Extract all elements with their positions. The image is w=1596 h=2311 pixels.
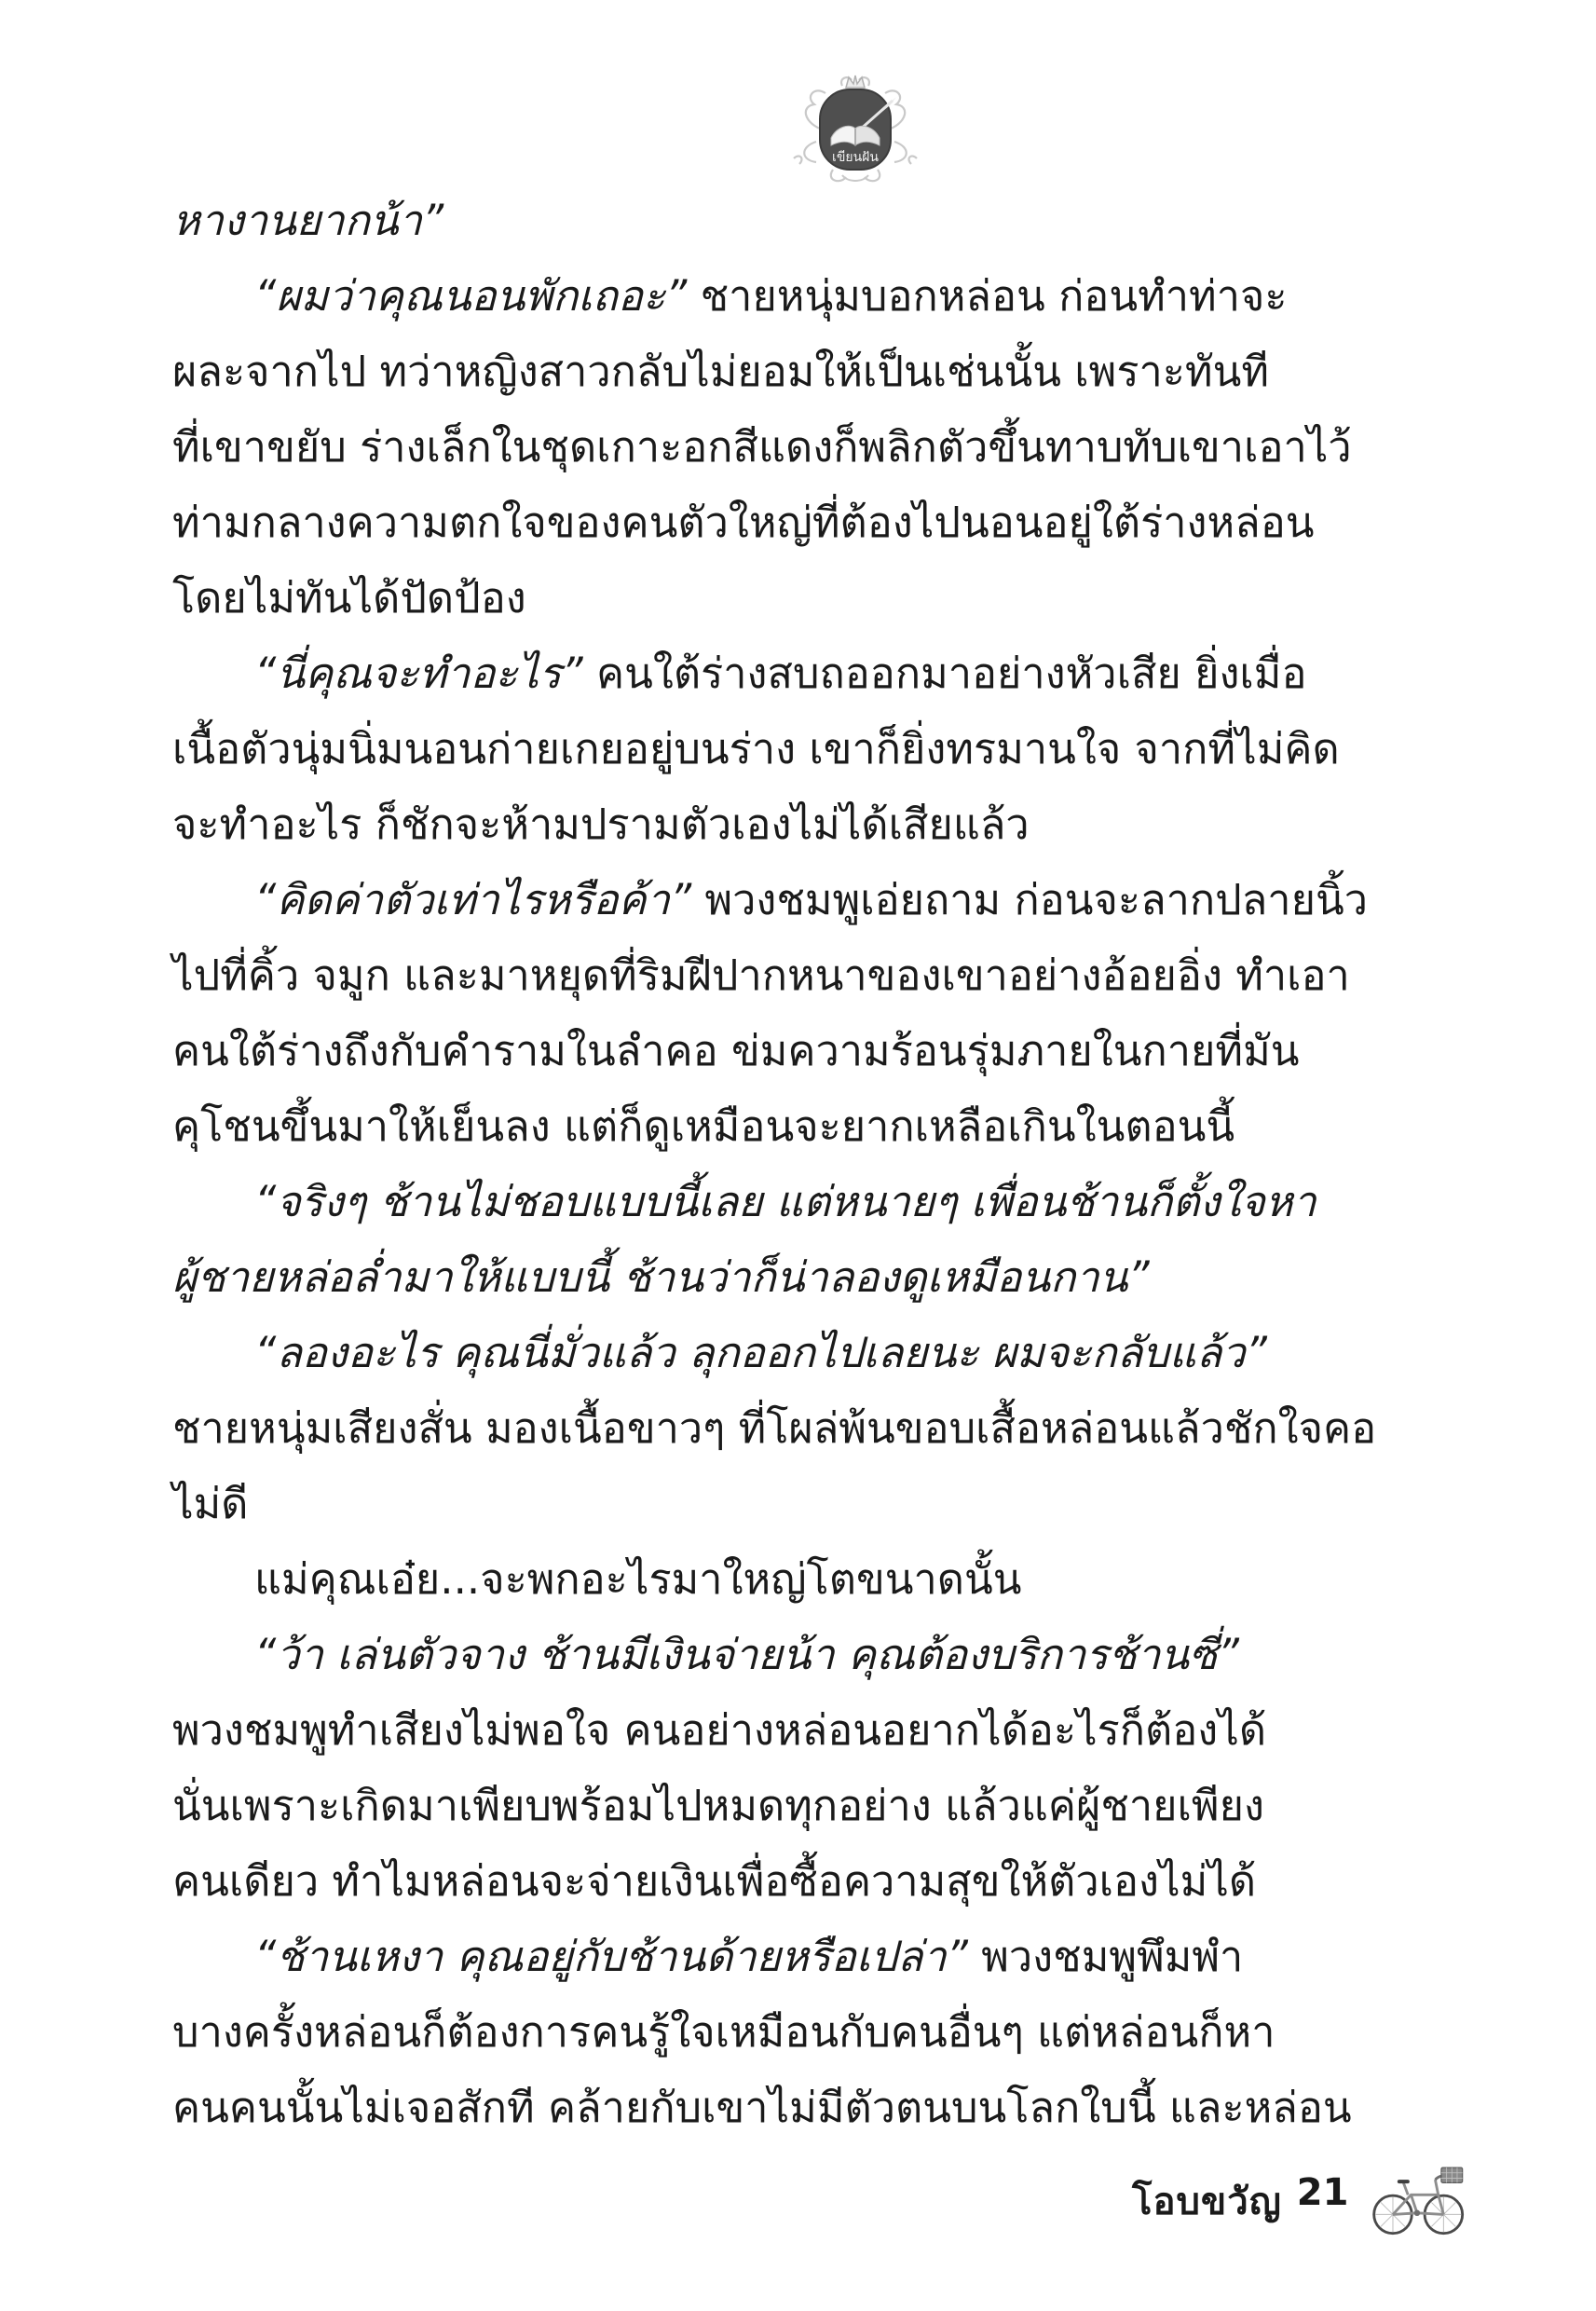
narrative-run: แม่คุณเอ๋ย...จะพกอะไรมาใหญ่โตขนาดนั้น — [254, 1554, 1022, 1604]
text-line — [172, 409, 1460, 485]
text-line — [172, 183, 1460, 258]
bicycle-icon — [1369, 2154, 1467, 2246]
logo-text: เขียนฝัน — [832, 150, 879, 165]
text-line — [172, 1541, 1460, 1617]
text-line — [172, 1692, 1460, 1768]
narrative-run: พวงชมพูพึมพำ — [967, 1932, 1244, 1981]
logo-crown-icon — [846, 75, 865, 88]
narrative-run: นั่นเพราะเกิดมาเพียบพร้อมไปหมดทุกอย่าง แล้วแค่ผู้ชายเพียง — [172, 1781, 1264, 1830]
dialogue-run: ผู้ชายหล่อล่ำมาให้แบบนี้ ช้านว่าก็น่าลองดูเหมือนกาน” — [172, 1252, 1150, 1302]
text-line — [172, 1088, 1460, 1164]
text-line — [172, 1768, 1460, 1843]
footer-book-title: โอบขวัญ — [1132, 2181, 1282, 2223]
narrative-run: คนเดียว ทำไมหล่อนจะจ่ายเงินเพื่อซื้อความสุขให้ตัวเองไม่ได้ — [172, 1856, 1257, 1906]
dialogue-run: “คิดค่าตัวเท่าไรหรือค้า” — [254, 875, 692, 924]
text-line — [172, 1617, 1460, 1692]
narrative-run: โดยไม่ทันได้ปัดป้อง — [172, 573, 526, 622]
narrative-run: คนใต้ร่างถึงกับคำรามในลำคอ ข่มความร้อนรุ่มภายในกายที่มัน — [172, 1026, 1300, 1075]
dialogue-run: “ผมว่าคุณนอนพักเถอะ” — [254, 271, 688, 321]
text-line — [172, 1466, 1460, 1541]
text-line — [172, 258, 1460, 334]
text-line — [172, 1994, 1460, 2070]
text-line — [172, 560, 1460, 636]
narrative-run: ผละจากไป ทว่าหญิงสาวกลับไม่ยอมให้เป็นเช่นนั้น เพราะทันที — [172, 347, 1270, 396]
dialogue-run: “ช้านเหงา คุณอยู่กับช้านด้ายหรือเปล่า” — [254, 1932, 968, 1981]
dialogue-run: “ลองอะไร คุณนี่มั่วแล้ว ลุกออกไปเลยนะ ผมจะกลับแล้ว” — [254, 1328, 1267, 1377]
text-line — [172, 937, 1460, 1013]
text-line — [172, 1919, 1460, 1994]
text-line — [172, 711, 1460, 786]
publisher-logo — [788, 73, 922, 186]
text-line — [172, 1239, 1460, 1315]
narrative-run: คนคนนั้นไม่เจอสักที คล้ายกับเขาไม่มีตัวตนบนโลกใบนี้ และหล่อน — [172, 2083, 1352, 2132]
text-line — [172, 2070, 1460, 2145]
text-line — [172, 1390, 1460, 1466]
dialogue-run: “ว้า เล่นตัวจาง ช้านมีเงินจ่ายน้า คุณต้องบริการช้านซี่” — [254, 1630, 1239, 1679]
narrative-run: บางครั้งหล่อนก็ต้องการคนรู้ใจเหมือนกับคนอื่นๆ แต่หล่อนก็หา — [172, 2007, 1275, 2057]
text-line — [172, 1013, 1460, 1088]
footer-page-number: 21 — [1296, 2171, 1349, 2214]
dialogue-run: “นี่คุณจะทำอะไร” — [254, 649, 583, 698]
text-line — [172, 1843, 1460, 1919]
narrative-run: คุโชนขึ้นมาให้เย็นลง แต่ก็ดูเหมือนจะยากเหลือเกินในตอนนี้ — [172, 1101, 1235, 1151]
logo-flourish-bottom — [842, 175, 868, 181]
narrative-run: ชายหนุ่มเสียงสั่น มองเนื้อขาวๆ ที่โผล่พ้นขอบเสื้อหล่อนแล้วชักใจคอ — [172, 1403, 1377, 1453]
text-line — [172, 1164, 1460, 1239]
text-line — [172, 1315, 1460, 1390]
text-line — [172, 485, 1460, 560]
dialogue-run: หางานยากน้า” — [172, 196, 444, 245]
narrative-run: ไปที่คิ้ว จมูก และมาหยุดที่ริมฝีปากหนาของเขาอย่างอ้อยอิ่ง ทำเอา — [172, 950, 1350, 1000]
narrative-run: ไม่ดี — [172, 1479, 249, 1528]
dialogue-run: “จริงๆ ช้านไม่ชอบแบบนี้เลย แต่หนายๆ เพื่อนช้านก็ตั้งใจหา — [254, 1177, 1316, 1226]
body-text — [172, 183, 1460, 2145]
narrative-run: พวงชมพูเอ่ยถาม ก่อนจะลากปลายนิ้ว — [691, 875, 1368, 924]
text-line — [172, 862, 1460, 937]
publisher-emblem-icon — [788, 73, 922, 186]
text-line — [172, 636, 1460, 711]
narrative-run: จะทำอะไร ก็ชักจะห้ามปรามตัวเองไม่ได้เสียแล้ว — [172, 800, 1030, 849]
logo-book-icon — [831, 126, 880, 145]
narrative-run: พวงชมพูทำเสียงไม่พอใจ คนอย่างหล่อนอยากได้อะไรก็ต้องได้ — [172, 1705, 1267, 1755]
narrative-run: ท่ามกลางความตกใจของคนตัวใหญ่ที่ต้องไปนอนอยู่ใต้ร่างหล่อน — [172, 498, 1315, 547]
footer — [1132, 2154, 1467, 2257]
narrative-run: คนใต้ร่างสบถออกมาอย่างหัวเสีย ยิ่งเมื่อ — [582, 649, 1307, 698]
text-line — [172, 786, 1460, 862]
narrative-run: ที่เขาขยับ ร่างเล็กในชุดเกาะอกสีแดงก็พลิกตัวขึ้นทาบทับเขาเอาไว้ — [172, 422, 1352, 472]
bicycle-basket — [1441, 2167, 1463, 2182]
bicycle-saddle — [1398, 2180, 1410, 2183]
narrative-run: ชายหนุ่มบอกหล่อน ก่อนทำท่าจะ — [687, 271, 1288, 321]
narrative-run: เนื้อตัวนุ่มนิ่มนอนก่ายเกยอยู่บนร่าง เขาก็ยิ่งทรมานใจ จากที่ไม่คิด — [172, 724, 1340, 773]
text-line — [172, 334, 1460, 409]
